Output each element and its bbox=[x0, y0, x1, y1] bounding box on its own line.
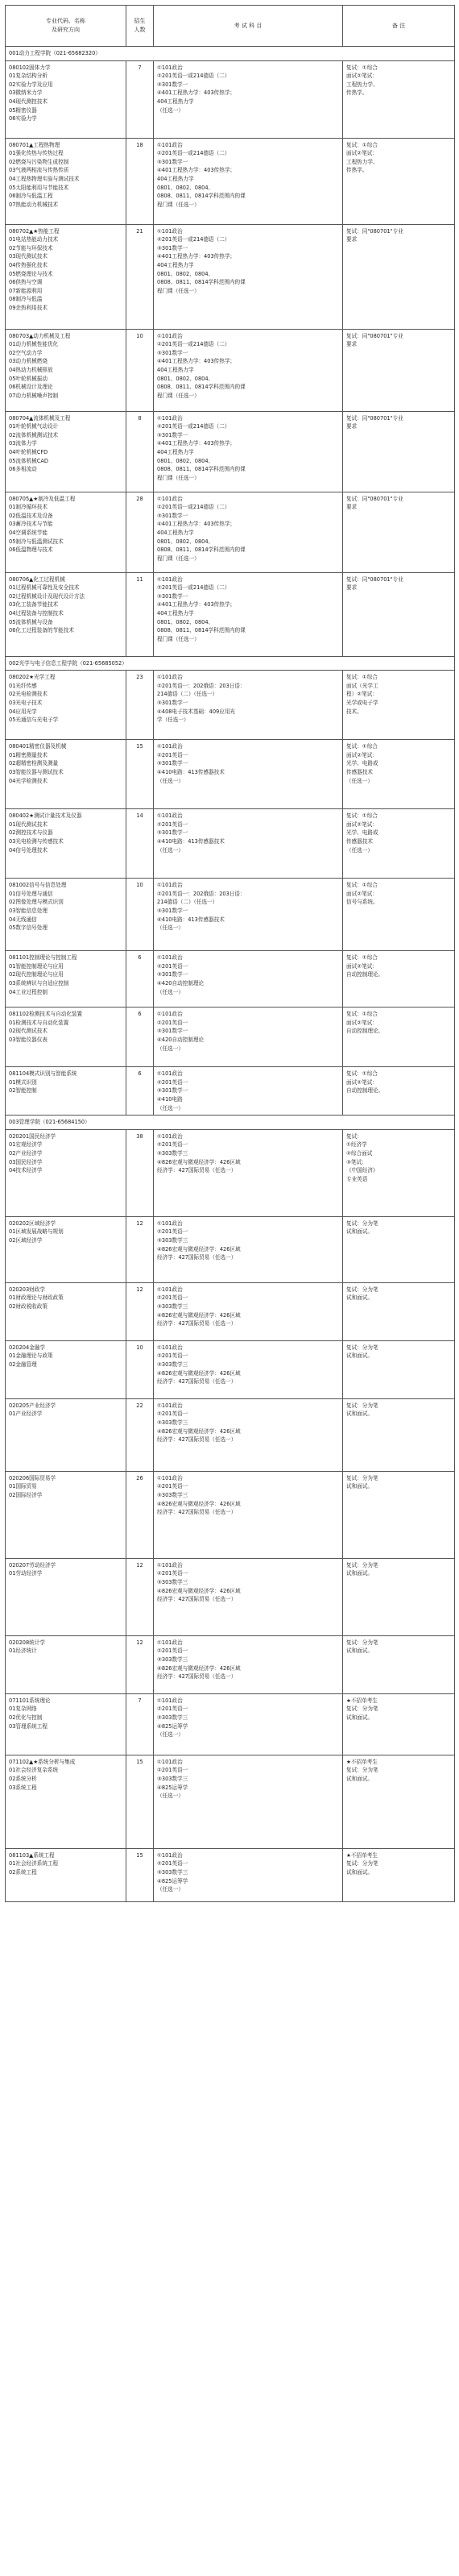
notes-cell bbox=[343, 1471, 455, 1558]
exam-subjects-cell-text: ①101政治 ②201英语一 ③303数学三 ④826宏观与微观经济学：426区域 经济学：427国际贸易（任选一） bbox=[157, 1219, 241, 1261]
program-cell-text: 081002信号与信息处理 01信号处理与通信 02图像处理与模式识别 03智能信息处理 04无线通信 05数字信号处理 bbox=[9, 882, 67, 932]
notes-cell bbox=[343, 1755, 455, 1848]
notes-cell-text: 复试：①综合 面试②笔试： 光学、电路或 传感器技术 （任选一） bbox=[346, 743, 378, 784]
exam-subjects-cell-text: ①101政治 ②201英语一：202俄语：203日语： 214德语（二）（任选一） ③301数学一 ④408电子技术基础：409应用光 学（任选一） bbox=[157, 674, 246, 724]
notes-cell bbox=[343, 951, 455, 1008]
school-section-title: 002光学与电子信息工程学院（021-65685052） bbox=[6, 656, 455, 671]
notes-cell bbox=[343, 138, 455, 224]
notes-cell-text: 复试：①综合 面试②笔试： 工程热力学、 传热学。 bbox=[346, 64, 378, 97]
exam-subjects-cell-text: ①101政治 ②201英语一 ③301数学一 ④420自动控制理论 （任选一） bbox=[157, 954, 205, 995]
school-section-title: 001动力工程学院（021-65682320） bbox=[6, 47, 455, 61]
enrollment-cell bbox=[126, 671, 154, 740]
program-row bbox=[6, 411, 455, 492]
school-section-row bbox=[6, 47, 455, 61]
program-cell bbox=[6, 671, 126, 740]
enrollment-cell bbox=[126, 1848, 154, 1901]
exam-subjects-cell-text: ①101政治 ②201英语一 ③301数学一 ④410电路 （任选一） bbox=[157, 1070, 188, 1111]
exam-subjects-cell bbox=[154, 1340, 343, 1398]
notes-cell-text: ★不招单考生 复试：分为笔 试和面试。 bbox=[346, 1851, 378, 1876]
enrollment-cell-text: 12 bbox=[136, 1561, 143, 1568]
program-cell-text: 020206国际贸易学 01国际贸易 02国际经济学 bbox=[9, 1474, 56, 1498]
header-exam: 考 试 科 目 bbox=[154, 6, 343, 47]
exam-subjects-cell bbox=[154, 1693, 343, 1755]
notes-cell bbox=[343, 1340, 455, 1398]
enrollment-cell bbox=[126, 740, 154, 809]
notes-cell-text: ★不招单考生 复试：分为笔 试和面试。 bbox=[346, 1758, 378, 1782]
notes-cell bbox=[343, 572, 455, 656]
enrollment-cell-text: 10 bbox=[136, 1344, 143, 1351]
enrollment-cell-text: 14 bbox=[136, 812, 143, 820]
program-row bbox=[6, 1067, 455, 1116]
program-row bbox=[6, 671, 455, 740]
exam-subjects-cell-text: ①101政治 ②201英语一 ③303数学三 ④826宏观与微观经济学：426区域 经济学：427国际贸易（任选一） bbox=[157, 1474, 241, 1516]
exam-subjects-cell bbox=[154, 1558, 343, 1635]
enrollment-cell-text: 10 bbox=[136, 882, 143, 889]
exam-subjects-cell-text: ①101政治 ②201英语一 ③301数学一 ④410电路：413传感器技术 （任选一） bbox=[157, 812, 225, 854]
header-program: 专业代码、名称 及研究方向 bbox=[6, 6, 126, 47]
program-row bbox=[6, 224, 455, 329]
program-cell-text: 020205产业经济学 01产业经济学 bbox=[9, 1402, 56, 1418]
exam-subjects-cell-text: ①101政治 ②201英语一 ③303数学三 ④826宏观与微观经济学：426区域 经济学：427国际贸易（任选一） bbox=[157, 1344, 241, 1386]
enrollment-cell bbox=[126, 1216, 154, 1282]
exam-subjects-cell bbox=[154, 1398, 343, 1471]
enrollment-cell bbox=[126, 572, 154, 656]
exam-subjects-cell bbox=[154, 1755, 343, 1848]
notes-cell-text: 复试：分为笔 试和面试。 bbox=[346, 1639, 378, 1655]
exam-subjects-cell bbox=[154, 1282, 343, 1340]
enrollment-cell bbox=[126, 1129, 154, 1216]
program-cell bbox=[6, 1216, 126, 1282]
school-section-title: 003管理学院（021-65684150） bbox=[6, 1116, 455, 1130]
notes-cell bbox=[343, 1129, 455, 1216]
enrollment-cell bbox=[126, 1282, 154, 1340]
exam-subjects-cell-text: ①101政治 ②201英语一或214德语（二） ③301数学一 ④401工程热力学：403传热学； 404工程热力学 0801、0802、0804、 0808、0811、0814学科范围内的课 程门课（任选一） bbox=[157, 575, 246, 642]
exam-subjects-cell bbox=[154, 60, 343, 138]
notes-cell-text: 复试：①综合 面试（光学工 程）②笔试： 光学或电子学 技术。 bbox=[346, 674, 378, 715]
enrollment-cell-text: 28 bbox=[136, 495, 143, 502]
admission-catalog-page bbox=[0, 5, 459, 2576]
program-cell bbox=[6, 492, 126, 572]
exam-subjects-cell-text: ①101政治 ②201英语一 ③303数学三 ④825运筹学 （任选一） bbox=[157, 1758, 188, 1800]
notes-cell-text: ★不招单考生 复试：分为笔 试和面试。 bbox=[346, 1697, 378, 1721]
program-cell bbox=[6, 572, 126, 656]
exam-subjects-cell bbox=[154, 1067, 343, 1116]
program-cell bbox=[6, 329, 126, 411]
exam-subjects-cell-text: ①101政治 ②201英语一或214德语（二） ③301数学一 ④401工程热力学：403传热学； 404工程热力学 0801、0802、0804、 0808、0811、0814学科范围内的课 程门课（任选一） bbox=[157, 495, 246, 562]
enrollment-cell-text: 6 bbox=[138, 1011, 142, 1018]
program-row bbox=[6, 1635, 455, 1693]
program-cell-text: 081103▲系统工程 01社会经济系统工程 02系统工程 bbox=[9, 1851, 59, 1876]
enrollment-cell-text: 15 bbox=[136, 1758, 143, 1765]
program-row bbox=[6, 879, 455, 951]
program-cell-text: 020208统计学 01经济统计 bbox=[9, 1639, 45, 1655]
program-cell bbox=[6, 1693, 126, 1755]
notes-cell-text: 复试：分为笔 试和面试。 bbox=[346, 1474, 378, 1490]
program-row bbox=[6, 1848, 455, 1901]
program-row bbox=[6, 492, 455, 572]
enrollment-cell bbox=[126, 1398, 154, 1471]
notes-cell-text: 复试：同"080701"专业 要求 bbox=[346, 495, 403, 511]
enrollment-cell-text: 6 bbox=[138, 954, 142, 962]
program-cell-text: 080401精密仪器及机械 01精密测量技术 02超精密检测及测量 03智能仪器与测试技术 04光学检测技术 bbox=[9, 743, 67, 784]
program-cell bbox=[6, 60, 126, 138]
program-cell-text: 080202★光学工程 01光纤传感 02光电检测技术 03光电子技术 04应用光学 05光通信与光电子学 bbox=[9, 674, 59, 724]
exam-subjects-cell bbox=[154, 1216, 343, 1282]
exam-subjects-cell-text: ①101政治 ②201英语一 ③303数学三 ④826宏观与微观经济学：426区域 经济学：427国际贸易（任选一） bbox=[157, 1132, 241, 1174]
notes-cell-text: 复试：同"080701"专业 要求 bbox=[346, 575, 403, 592]
notes-cell-text: 复试：①综合 面试②笔试： 光学、电路或 传感器技术 （任选一） bbox=[346, 812, 378, 854]
program-cell bbox=[6, 1558, 126, 1635]
program-cell-text: 080703▲动力机械及工程 01动力机械性能优化 02空气动力学 03动力机械燃烧 04热动力机械排放 05叶轮机械振动 06机械设计及理论 07动力机械噪声控制 bbox=[9, 332, 71, 399]
notes-cell-text: 复试：分为笔 试和面试。 bbox=[346, 1561, 378, 1577]
exam-subjects-cell-text: ①101政治 ②201英语一 ③301数学一 ④410电路：413传感器技术 （任选一） bbox=[157, 743, 225, 784]
program-cell-text: 080402★测试计量技术及仪器 01现代测试技术 02测控技术与仪器 03光电检测与传感技术 04信号处理技术 bbox=[9, 812, 82, 854]
exam-subjects-cell-text: ①101政治 ②201英语一 ③301数学一 ④420自动控制理论 （任选一） bbox=[157, 1011, 205, 1052]
enrollment-cell bbox=[126, 1693, 154, 1755]
enrollment-cell bbox=[126, 492, 154, 572]
notes-cell-text: 复试：①综合 面试②笔试： 自动控制理论。 bbox=[346, 954, 384, 978]
exam-subjects-cell bbox=[154, 809, 343, 879]
school-section-row bbox=[6, 1116, 455, 1130]
enrollment-cell-text: 10 bbox=[136, 332, 143, 339]
exam-subjects-cell bbox=[154, 740, 343, 809]
notes-cell-text: 复试：①综合 面试②笔试： 自动控制理论。 bbox=[346, 1070, 384, 1095]
notes-cell bbox=[343, 411, 455, 492]
program-cell bbox=[6, 1471, 126, 1558]
program-cell-text: 080704▲流体机械及工程 01叶轮机械气动设计 02流体机械测试技术 03流体力学 04叶轮机械CFD 05流体机械CAD 06多相流动 bbox=[9, 414, 71, 473]
notes-cell-text: 复试：①综合 面试②笔试： 自动控制理论。 bbox=[346, 1011, 384, 1035]
program-row bbox=[6, 1471, 455, 1558]
exam-subjects-cell bbox=[154, 572, 343, 656]
enrollment-cell-text: 12 bbox=[136, 1639, 143, 1646]
exam-subjects-cell-text: ①101政治 ②201英语一或214德语（二） ③301数学一 ④401工程热力学：403传热学； 404工程热力学 0801、0802、0804、 0808、0811、0814学科范围内的课 程门课（任选一） bbox=[157, 332, 246, 399]
exam-subjects-cell bbox=[154, 224, 343, 329]
exam-subjects-cell bbox=[154, 879, 343, 951]
program-row bbox=[6, 1129, 455, 1216]
program-row bbox=[6, 1008, 455, 1067]
exam-subjects-cell-text: ①101政治 ②201英语一或214德语（二） ③301数学一 ④401工程热力学：403传热学； 404工程热力学 0801、0802、0804、 0808、0811、0814学科范围内的课 程门课（任选一） bbox=[157, 414, 246, 481]
enrollment-cell-text: 15 bbox=[136, 1851, 143, 1859]
notes-cell-text: 复试：①综合 面试②笔试： 工程热力学、 传热学。 bbox=[346, 141, 378, 174]
notes-cell bbox=[343, 60, 455, 138]
enrollment-cell bbox=[126, 1471, 154, 1558]
enrollment-cell bbox=[126, 1635, 154, 1693]
table-header-row bbox=[6, 6, 455, 47]
notes-cell bbox=[343, 671, 455, 740]
program-cell-text: 071102▲★系统分析与集成 01社会经济复杂系统 02系统分析 03系统工程 bbox=[9, 1758, 76, 1791]
enrollment-cell bbox=[126, 879, 154, 951]
program-row bbox=[6, 951, 455, 1008]
program-cell bbox=[6, 809, 126, 879]
program-cell bbox=[6, 1755, 126, 1848]
enrollment-cell-text: 11 bbox=[136, 575, 143, 583]
notes-cell bbox=[343, 1558, 455, 1635]
notes-cell bbox=[343, 1693, 455, 1755]
program-cell bbox=[6, 1008, 126, 1067]
notes-cell bbox=[343, 1008, 455, 1067]
enrollment-cell-text: 6 bbox=[138, 1070, 142, 1078]
enrollment-cell bbox=[126, 1755, 154, 1848]
enrollment-cell-text: 18 bbox=[136, 141, 143, 148]
notes-cell-text: 复试：分为笔 试和面试。 bbox=[346, 1402, 378, 1418]
notes-cell-text: 复试：分为笔 试和面试。 bbox=[346, 1286, 378, 1302]
enrollment-cell bbox=[126, 329, 154, 411]
header-enrollment: 招生 人数 bbox=[126, 6, 154, 47]
enrollment-cell bbox=[126, 809, 154, 879]
notes-cell-text: 复试： ①经济学 ②综合面试 ③笔试： 《中国经济》 专业英语 bbox=[346, 1132, 378, 1182]
program-cell-text: 020203财政学 01财政理论与财政政策 02财政税收政策 bbox=[9, 1286, 64, 1310]
program-cell-text: 081101控制理论与控制工程 01智能控制理论与应用 02现代控制理论与应用 03系统辨识与自适应控制 04工业过程控制 bbox=[9, 954, 77, 995]
notes-cell bbox=[343, 1398, 455, 1471]
notes-cell bbox=[343, 879, 455, 951]
program-cell bbox=[6, 879, 126, 951]
exam-subjects-cell-text: ①101政治 ②201英语一 ③303数学三 ④825运筹学 （任选一） bbox=[157, 1697, 188, 1739]
notes-cell bbox=[343, 1635, 455, 1693]
program-cell-text: 071101系统理论 01复杂网络 02优化与控制 03管理系统工程 bbox=[9, 1697, 51, 1730]
enrollment-cell-text: 21 bbox=[136, 227, 143, 235]
enrollment-cell-text: 7 bbox=[138, 64, 142, 71]
program-row bbox=[6, 1216, 455, 1282]
enrollment-cell bbox=[126, 138, 154, 224]
program-table bbox=[5, 5, 455, 1902]
notes-cell-text: 复试：分为笔 试和面试。 bbox=[346, 1219, 378, 1236]
exam-subjects-cell bbox=[154, 492, 343, 572]
enrollment-cell-text: 26 bbox=[136, 1474, 143, 1481]
program-cell-text: 081104模式识别与智能系统 01模式识别 02智能控制 bbox=[9, 1070, 77, 1095]
program-cell-text: 080702▲★热能工程 01电站热能动力技术 02节能与环保技术 03现代测试技术 04传热强化技术 05燃烧理论与技术 06供热与空调 07新能源利用 08制冷与低温 09余热利用技术 bbox=[9, 227, 60, 311]
program-row bbox=[6, 1398, 455, 1471]
notes-cell bbox=[343, 224, 455, 329]
exam-subjects-cell bbox=[154, 329, 343, 411]
program-cell bbox=[6, 1340, 126, 1398]
program-cell bbox=[6, 138, 126, 224]
exam-subjects-cell-text: ①101政治 ②201英语一 ③303数学三 ④826宏观与微观经济学：426区域 经济学：427国际贸易（任选一） bbox=[157, 1402, 241, 1444]
enrollment-cell-text: 12 bbox=[136, 1219, 143, 1227]
enrollment-cell-text: 38 bbox=[136, 1132, 143, 1140]
program-cell bbox=[6, 740, 126, 809]
program-row bbox=[6, 1558, 455, 1635]
enrollment-cell-text: 23 bbox=[136, 674, 143, 681]
enrollment-cell bbox=[126, 411, 154, 492]
notes-cell bbox=[343, 1216, 455, 1282]
exam-subjects-cell bbox=[154, 1635, 343, 1693]
enrollment-cell-text: 12 bbox=[136, 1286, 143, 1293]
program-cell bbox=[6, 1398, 126, 1471]
exam-subjects-cell bbox=[154, 1008, 343, 1067]
exam-subjects-cell bbox=[154, 1471, 343, 1558]
program-cell bbox=[6, 1635, 126, 1693]
exam-subjects-cell bbox=[154, 1848, 343, 1901]
exam-subjects-cell-text: ①101政治 ②201英语一：202俄语：203日语： 214德语（二）（任选一） ③301数学一 ④410电路：413传感器技术 （任选一） bbox=[157, 882, 246, 932]
enrollment-cell-text: 15 bbox=[136, 743, 143, 750]
program-row bbox=[6, 809, 455, 879]
exam-subjects-cell-text: ①101政治 ②201英语一或214德语（二） ③301数学一 ④401工程热力学：403传热学； 404工程热力学 （任选一） bbox=[157, 64, 236, 114]
notes-cell bbox=[343, 329, 455, 411]
program-cell-text: 080705▲★制冷及低温工程 01制冷循环技术 02低温技术及设备 03蓄冷技术与节能 04空调系统节能 05制冷与低温测试技术 06低温物理与技术 bbox=[9, 495, 76, 554]
enrollment-cell bbox=[126, 60, 154, 138]
exam-subjects-cell bbox=[154, 671, 343, 740]
program-cell-text: 080706▲化工过程机械 01过程机械可靠性及安全技术 02过程机械设计及现代设计方法 03化工装备节能技术 04过程装备与控制技术 05流体机械与设备 06化工过程装备的节能技术 bbox=[9, 575, 85, 634]
program-cell-text: 020207劳动经济学 01劳动经济学 bbox=[9, 1561, 56, 1577]
program-cell-text: 080102固体力学 01复杂结构分析 02实验力学及应用 03微纳米力学 04现代测控技术 05精密仪器 06实验力学 bbox=[9, 64, 53, 123]
program-cell bbox=[6, 1067, 126, 1116]
exam-subjects-cell-text: ①101政治 ②201英语一 ③303数学三 ④826宏观与微观经济学：426区域 经济学：427国际贸易（任选一） bbox=[157, 1286, 241, 1327]
notes-cell bbox=[343, 1067, 455, 1116]
program-row bbox=[6, 1755, 455, 1848]
enrollment-cell bbox=[126, 1340, 154, 1398]
exam-subjects-cell-text: ①101政治 ②201英语一 ③303数学三 ④826宏观与微观经济学：426区域 经济学：427国际贸易（任选一） bbox=[157, 1639, 241, 1681]
enrollment-cell bbox=[126, 224, 154, 329]
program-cell bbox=[6, 951, 126, 1008]
enrollment-cell-text: 7 bbox=[138, 1697, 142, 1704]
program-row bbox=[6, 740, 455, 809]
notes-cell-text: 复试：同"080701"专业 要求 bbox=[346, 227, 403, 243]
exam-subjects-cell-text: ①101政治 ②201英语一或214德语（二） ③301数学一 ④401工程热力学：403传热学； 404工程热力学 0801、0802、0804、 0808、0811、0814学科范围内的课 程门课（任选一） bbox=[157, 227, 246, 294]
program-row bbox=[6, 1693, 455, 1755]
program-cell-text: 020201国民经济学 01宏观经济学 02产业经济学 03国民经济学 04技术经济学 bbox=[9, 1132, 56, 1174]
program-cell-text: 081102检测技术与自动化装置 01检测技术与自动化装置 02现代测试技术 03智能仪器仪表 bbox=[9, 1011, 83, 1043]
program-cell bbox=[6, 1848, 126, 1901]
program-row bbox=[6, 138, 455, 224]
program-cell-text: 080701▲工程热物理 01强化传热与传热过程 02燃烧与污染物生成控制 03气液两相流与传热传质 04工程热物理实验与测试技术 05太阳能利用与节能技术 06制冷与低温工程 07热能动力机械技术 bbox=[9, 141, 80, 208]
program-cell-text: 020204金融学 01金融理论与政策 02金融管理 bbox=[9, 1344, 53, 1368]
program-row bbox=[6, 329, 455, 411]
program-cell bbox=[6, 224, 126, 329]
notes-cell bbox=[343, 1282, 455, 1340]
program-cell bbox=[6, 1129, 126, 1216]
exam-subjects-cell bbox=[154, 951, 343, 1008]
enrollment-cell bbox=[126, 1067, 154, 1116]
enrollment-cell bbox=[126, 951, 154, 1008]
exam-subjects-cell-text: ①101政治 ②201英语一 ③303数学三 ④826宏观与微观经济学：426区域 经济学：427国际贸易（任选一） bbox=[157, 1561, 241, 1603]
table-body bbox=[6, 47, 455, 1902]
exam-subjects-cell-text: ①101政治 ②201英语一 ③303数学三 ④825运筹学 （任选一） bbox=[157, 1851, 188, 1893]
exam-subjects-cell bbox=[154, 1129, 343, 1216]
enrollment-cell bbox=[126, 1558, 154, 1635]
exam-subjects-cell bbox=[154, 411, 343, 492]
notes-cell-text: 复试：同"080701"专业 要求 bbox=[346, 414, 403, 430]
program-row bbox=[6, 60, 455, 138]
enrollment-cell-text: 8 bbox=[138, 414, 142, 422]
notes-cell-text: 复试：分为笔 试和面试。 bbox=[346, 1344, 378, 1360]
notes-cell-text: 复试：①综合 面试②笔试： 信号与系统。 bbox=[346, 882, 378, 906]
exam-subjects-cell-text: ①101政治 ②201英语一或214德语（二） ③301数学一 ④401工程热力学：403传热学； 404工程热力学 0801、0802、0804、 0808、0811、0814学科范围内的课 程门课（任选一） bbox=[157, 141, 246, 208]
school-section-row bbox=[6, 656, 455, 671]
notes-cell bbox=[343, 1848, 455, 1901]
enrollment-cell-text: 22 bbox=[136, 1402, 143, 1409]
exam-subjects-cell bbox=[154, 138, 343, 224]
program-cell bbox=[6, 1282, 126, 1340]
notes-cell bbox=[343, 492, 455, 572]
program-cell-text: 020202区域经济学 01区域发展战略与规划 02区域经济学 bbox=[9, 1219, 64, 1244]
notes-cell bbox=[343, 740, 455, 809]
header-notes: 备 注 bbox=[343, 6, 455, 47]
program-row bbox=[6, 1282, 455, 1340]
program-row bbox=[6, 572, 455, 656]
notes-cell bbox=[343, 809, 455, 879]
program-cell bbox=[6, 411, 126, 492]
program-row bbox=[6, 1340, 455, 1398]
enrollment-cell bbox=[126, 1008, 154, 1067]
notes-cell-text: 复试：同"080701"专业 要求 bbox=[346, 332, 403, 348]
